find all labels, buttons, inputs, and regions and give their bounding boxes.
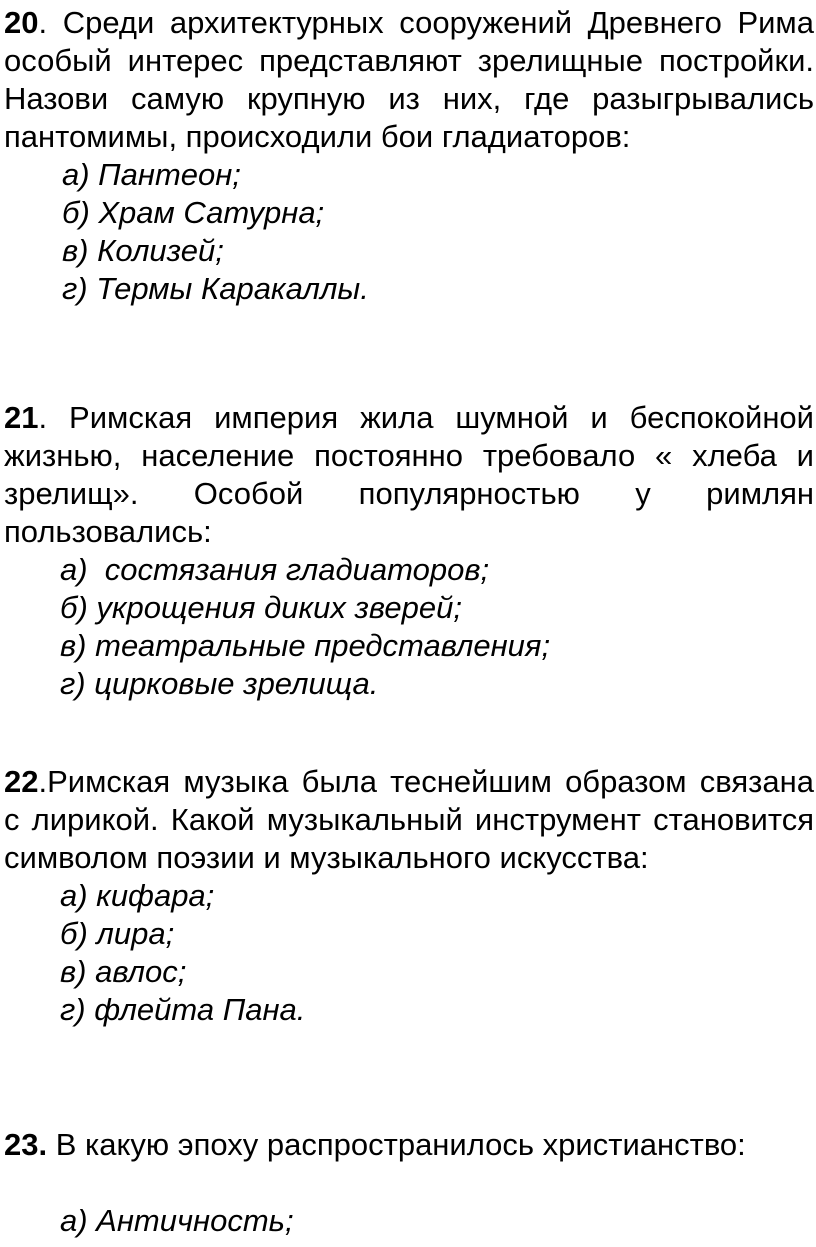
answer-option-b: б) укрощения диких зверей; (60, 590, 462, 625)
answer-option-d: г) флейта Пана. (60, 992, 306, 1027)
question-number: 23. (4, 1127, 48, 1162)
question-text (4, 4, 814, 156)
question-text (4, 1126, 814, 1164)
question-22 (4, 763, 814, 1029)
question-text (4, 763, 814, 877)
answer-option-d: г) цирковые зрелища. (60, 666, 379, 701)
answer-option-c: в) авлос; (60, 954, 187, 989)
answer-options (4, 156, 814, 308)
answer-options (4, 877, 814, 1029)
question-23 (4, 1126, 814, 1240)
answer-options (4, 1202, 814, 1240)
question-body: . Среди архитектурных сооружений Древнего Рима особый интерес представляют зрелищные постройки. Назови самую крупную из них, где разыгрывались пантомимы, происходили бои гладиаторов: (4, 5, 814, 154)
answer-option-a: а) Античность; (60, 1203, 294, 1238)
answer-option-a: а) состязания гладиаторов; (60, 552, 490, 587)
question-number: 21 (4, 400, 39, 435)
answer-option-c: в) театральные представления; (60, 628, 551, 663)
answer-option-c: в) Колизей; (62, 233, 224, 268)
question-body: . Римская империя жила шумной и беспокойной жизнью, население постоянно требовало « хлеба и зрелищ». Особой популярностью у римлян пользовались: (4, 400, 814, 549)
answer-option-d: г) Термы Каракаллы. (62, 271, 369, 306)
question-20 (4, 4, 814, 308)
question-text (4, 399, 814, 551)
answer-option-a: а) Пантеон; (62, 157, 241, 192)
question-number: 20 (4, 5, 39, 40)
answer-option-b: б) Храм Сатурна; (62, 195, 325, 230)
question-21 (4, 399, 814, 703)
answer-option-a: а) кифара; (60, 878, 215, 913)
answer-options (4, 551, 814, 703)
question-body: В какую эпоху распространилось христианство: (47, 1127, 746, 1162)
answer-option-b: б) лира; (60, 916, 175, 951)
question-body: .Римская музыка была теснейшим образом связана с лирикой. Какой музыкальный инструмент становится символом поэзии и музыкального искусства: (4, 764, 814, 875)
question-number: 22 (4, 764, 39, 799)
